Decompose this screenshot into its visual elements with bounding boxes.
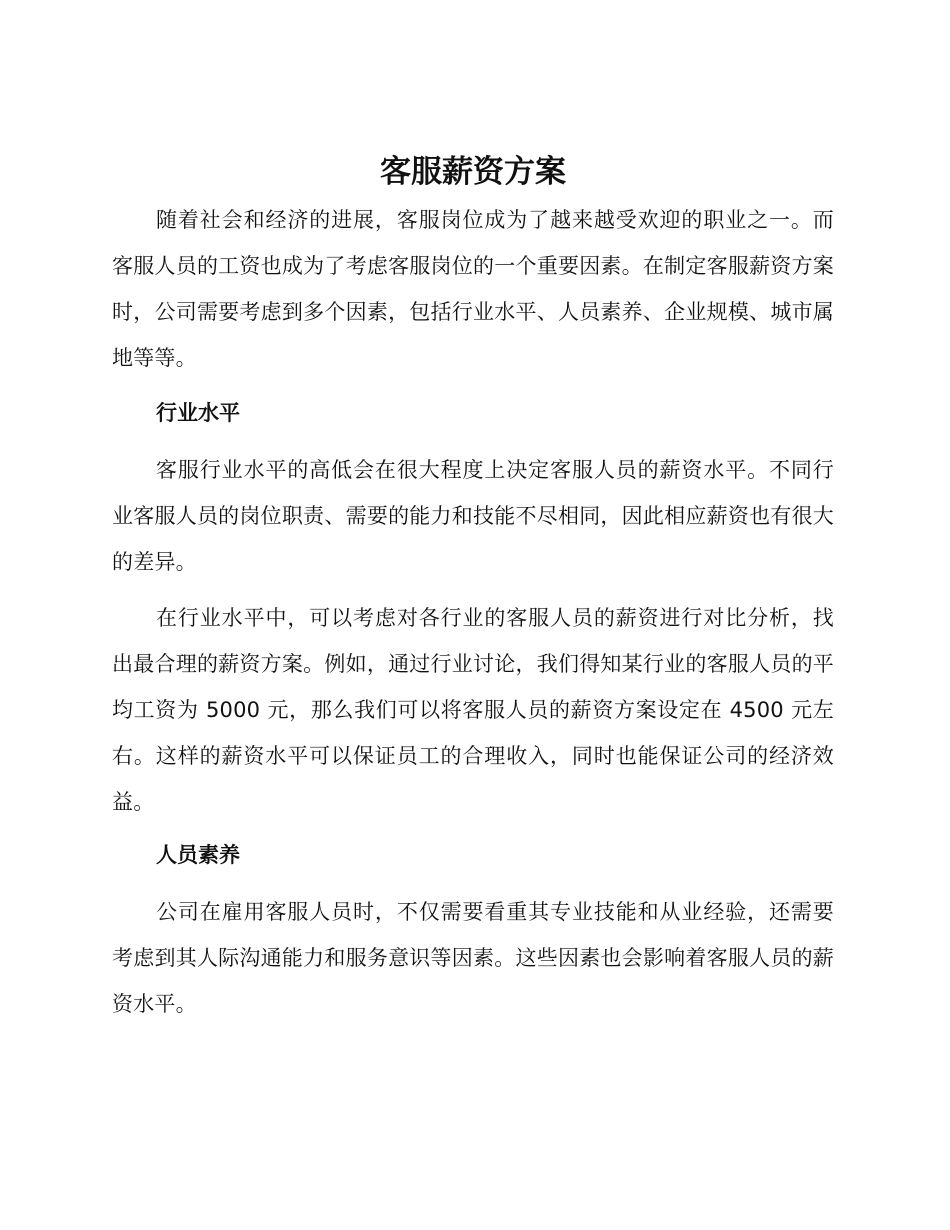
- section-heading-industry-level: 行业水平: [156, 401, 240, 425]
- personnel-paragraph-1: 公司在雇用客服人员时，不仅需要看重其专业技能和从业经验，还需要考虑到其人际沟通能力和服务意识等因素。这些因素也会影响着客服人员的薪资水平。: [112, 900, 834, 1016]
- intro-paragraph: 随着社会和经济的进展，客服岗位成为了越来越受欢迎的职业之一。而客服人员的工资也成为了考虑客服岗位的一个重要因素。在制定客服薪资方案时，公司需要考虑到多个因素，包括行业水平、人员素养、企业规模、城市属地等等。: [112, 208, 834, 370]
- industry-paragraph-1: 客服行业水平的高低会在很大程度上决定客服人员的薪资水平。不同行业客服人员的岗位职责、需要的能力和技能不尽相同，因此相应薪资也有很大的差异。: [112, 458, 834, 574]
- section-heading-personnel-quality: 人员素养: [156, 843, 240, 867]
- industry-paragraph-2: 在行业水平中，可以考虑对各行业的客服人员的薪资进行对比分析，找出最合理的薪资方案。例如，通过行业讨论，我们得知某行业的客服人员的平均工资为 5000 元，那么我们可以将客服人员的薪资方案设定在 4500 元左右。这样的薪资水平可以保证员工的合理收入，同时也能保证公司的经济效益。: [112, 606, 834, 814]
- document-title: 客服薪资方案: [380, 154, 566, 190]
